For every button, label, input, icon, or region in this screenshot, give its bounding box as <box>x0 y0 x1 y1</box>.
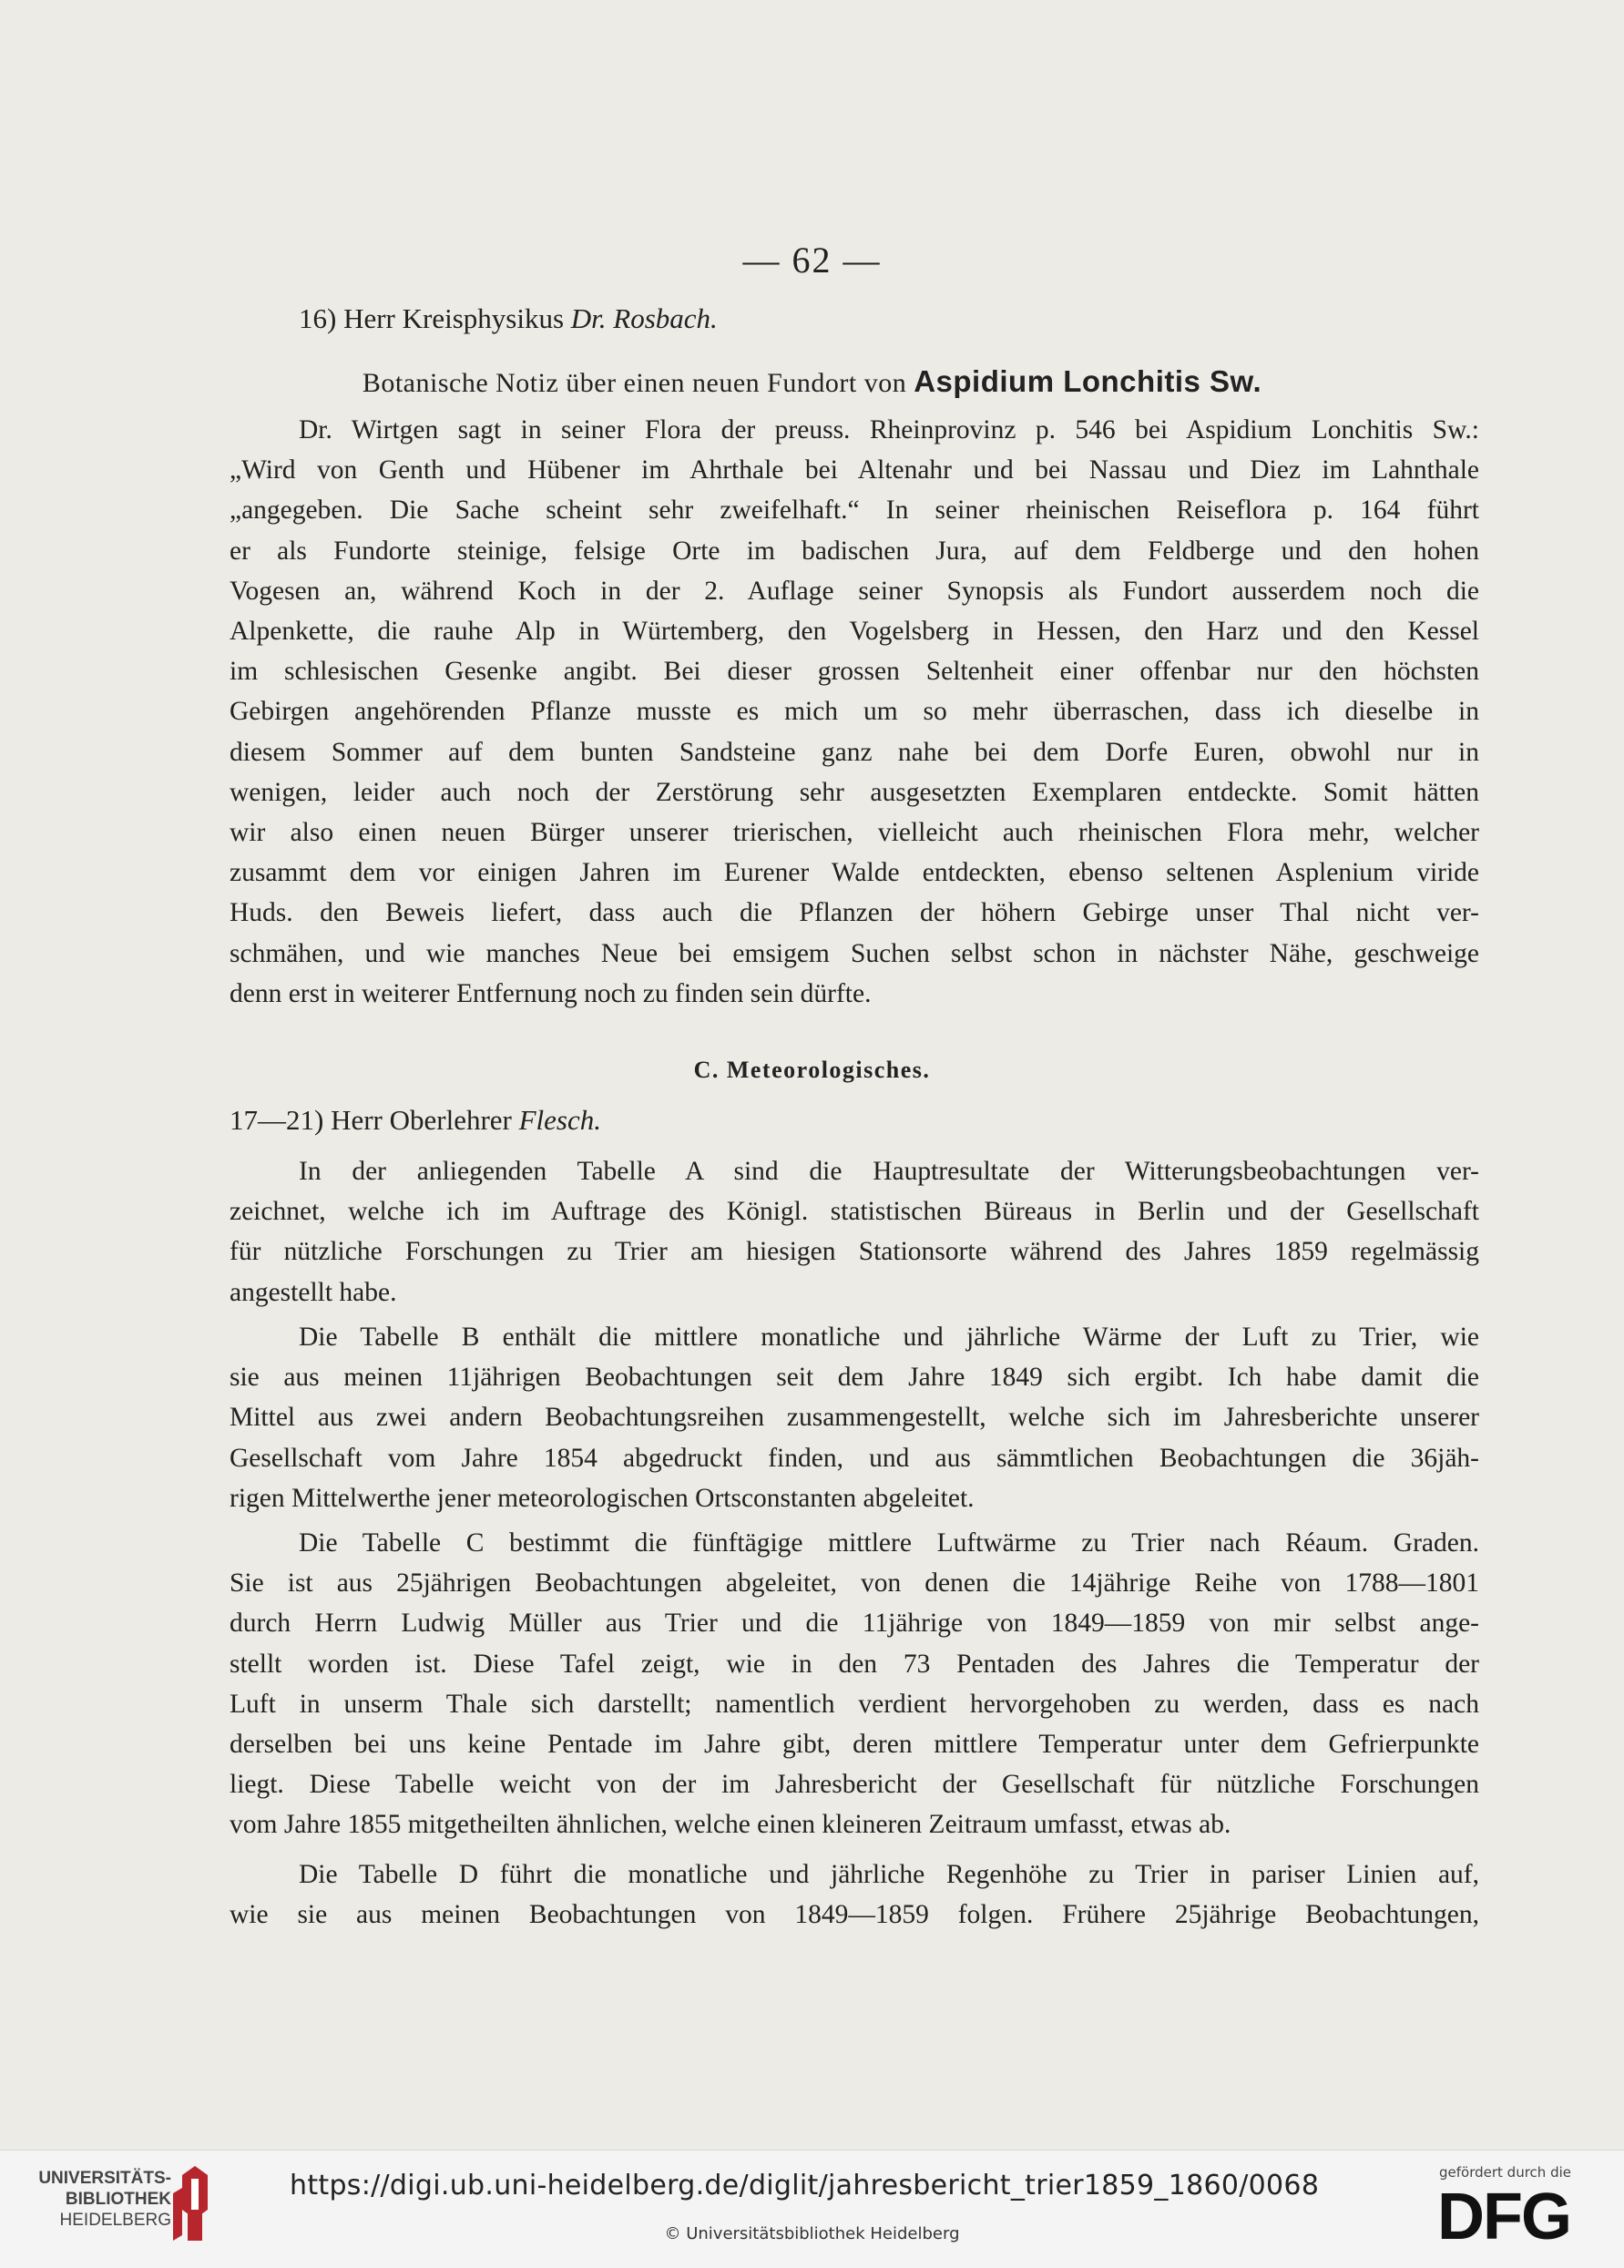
heading-17-name: Flesch. <box>518 1104 602 1136</box>
section-heading-meteorology: C. Meteorologisches. <box>693 1057 931 1083</box>
para1-line: Dr. Wirtgen sagt in seiner Flora der preuss. Rheinprovinz p. 546 bei Aspidium Lonchitis Sw.: <box>299 415 1479 444</box>
para1-line: „angegeben. Die Sache scheint sehr zweifelhaft.“ In seiner rheinischen Reiseflora p. 164 führt <box>230 495 1479 526</box>
para2-line: angestellt habe. <box>230 1277 397 1307</box>
library-name <box>7 2168 171 2231</box>
para3-line: Die Tabelle B enthält die mittlere monatliche und jährliche Wärme der Luft zu Trier, wie <box>299 1323 1479 1352</box>
contributor-heading-16 <box>299 302 718 335</box>
para1-line: wir also einen neuen Bürger unserer trierischen, vielleicht auch rheinischen Flora mehr, welcher <box>230 818 1479 848</box>
para1-line: denn erst in weiterer Entfernung noch zu finden sein dürfte. <box>230 978 872 1008</box>
para4-line: derselben bei uns keine Pentade im Jahre gibt, deren mittlere Temperatur unter dem Gefrierpunkte <box>230 1730 1479 1760</box>
paragraph-tabelle-c <box>230 1523 1479 1845</box>
para1-line: „Wird von Genth und Hübener im Ahrthale bei Altenahr und bei Nassau und Diez im Lahnthale <box>230 455 1479 485</box>
para1-line: Alpenkette, die rauhe Alp in Würtemberg, den Vogelsberg in Hessen, den Harz und den Kessel <box>230 617 1479 647</box>
para4-line: durch Herrn Ludwig Müller aus Trier und die 11jährige von 1849—1859 von mir selbst ange- <box>230 1609 1479 1639</box>
para3-line: sie aus meinen 11jährigen Beobachtungen seit dem Jahre 1849 sich ergibt. Ich habe damit die <box>230 1363 1479 1393</box>
footer-bar <box>0 2150 1624 2268</box>
library-name-line1: UNIVERSITÄTS- <box>38 2169 171 2188</box>
copyright-notice: © Universitätsbibliothek Heidelberg <box>664 2224 960 2243</box>
heading-16-name: Dr. Rosbach. <box>570 302 718 334</box>
para1-line: Gebirgen angehörenden Pflanze musste es mich um so mehr überraschen, dass ich dieselbe in <box>230 697 1479 727</box>
para1-line: wenigen, leider auch noch der Zerstörung sehr ausgesetzten Exemplaren entdeckte. Somit hätten <box>230 777 1479 807</box>
para4-line: vom Jahre 1855 mitgetheilten ähnlichen, welche einen kleineren Zeitraum umfasst, etwas ab. <box>230 1810 1231 1840</box>
para4-line: Die Tabelle C bestimmt die fünftägige mittlere Luftwärme zu Trier nach Réaum. Graden. <box>299 1528 1479 1558</box>
para1-line: schmähen, und wie manches Neue bei emsigem Suchen selbst schon in nächster Nähe, geschweige <box>230 938 1479 968</box>
para1-line: diesem Sommer auf dem bunten Sandsteine ganz nahe bei dem Dorfe Euren, obwohl nur in <box>230 737 1479 767</box>
para2-line: In der anliegenden Tabelle A sind die Hauptresultate der Witterungsbeobachtungen ver- <box>299 1157 1479 1186</box>
paragraph-tabelle-a <box>230 1151 1479 1313</box>
para1-line: Huds. den Beweis liefert, dass auch die Pflanzen der höhern Gebirge unser Thal nicht ver- <box>230 898 1479 928</box>
heading-16-prefix: 16) Herr Kreisphysikus <box>299 302 571 334</box>
para1-line: Vogesen an, während Koch in der 2. Auflage seiner Synopsis als Fundort ausserdem noch die <box>230 576 1479 606</box>
para4-line: liegt. Diese Tabelle weicht von der im Jahresbericht der Gesellschaft für nützliche Forschungen <box>230 1770 1479 1800</box>
para1-line: er als Fundorte steinige, felsige Orte im badischen Jura, auf dem Feldberge und den hohen <box>230 536 1479 566</box>
para3-line: rigen Mittelwerthe jener meteorologischen Ortsconstanten abgeleitet. <box>230 1483 975 1513</box>
para4-line: stellt worden ist. Diese Tafel zeigt, wie in den 73 Pentaden des Jahres die Temperatur der <box>230 1649 1479 1679</box>
library-name-line2: BIBLIOTHEK <box>65 2190 171 2209</box>
heading-17-prefix: 17—21) Herr Oberlehrer <box>230 1104 519 1136</box>
paragraph-botanik <box>230 410 1479 1014</box>
page-number: — 62 — <box>742 240 882 281</box>
paragraph-tabelle-d <box>230 1854 1479 1935</box>
funded-by-label: gefördert durch die <box>1439 2164 1571 2181</box>
para5-line: Die Tabelle D führt die monatliche und jährliche Regenhöhe zu Trier in pariser Linien auf, <box>299 1860 1479 1889</box>
para5-line: wie sie aus meinen Beobachtungen von 1849—1859 folgen. Frühere 25jährige Beobachtungen, <box>230 1900 1479 1930</box>
dfg-logo: DFG <box>1437 2181 1570 2253</box>
para1-line: zusammt dem vor einigen Jahren im Eurener Walde entdeckten, ebenso seltenen Asplenium viride <box>230 858 1479 888</box>
para2-line: zeichnet, welche ich im Auftrage des Königl. statistischen Büreaus in Berlin und der Gesellschaft <box>230 1197 1479 1227</box>
permalink-url[interactable]: https://digi.ub.uni-heidelberg.de/diglit/jahresbericht_trier1859_1860/0068 <box>290 2170 1320 2202</box>
para4-line: Sie ist aus 25jährigen Beobachtungen abgeleitet, von denen die 14jährige Reihe von 1788—1801 <box>230 1568 1479 1599</box>
para3-line: Gesellschaft vom Jahre 1854 abgedruckt finden, und aus sämmtlichen Beobachtungen die 36jäh- <box>230 1443 1479 1473</box>
botanik-title-prefix: Botanische Notiz über einen neuen Fundort von <box>362 368 914 398</box>
para1-line: im schlesischen Gesenke angibt. Bei dieser grossen Seltenheit einer offenbar nur den höchsten <box>230 657 1479 687</box>
para4-line: Luft in unserm Thale sich darstellt; namentlich verdient hervorgehoben zu werden, dass es nach <box>230 1689 1479 1719</box>
library-name-line3: HEIDELBERG <box>59 2211 171 2230</box>
botanik-title-species: Aspidium Lonchitis Sw. <box>914 364 1262 398</box>
contributor-heading-17 <box>230 1104 601 1137</box>
para3-line: Mittel aus zwei andern Beobachtungsreihen zusammengestellt, welche sich im Jahresberichte unserer <box>230 1403 1479 1433</box>
para2-line: für nützliche Forschungen zu Trier am hiesigen Stationsorte während des Jahres 1859 regelmässig <box>230 1237 1479 1267</box>
paragraph-tabelle-b <box>230 1317 1479 1518</box>
botanik-title <box>0 364 1624 399</box>
